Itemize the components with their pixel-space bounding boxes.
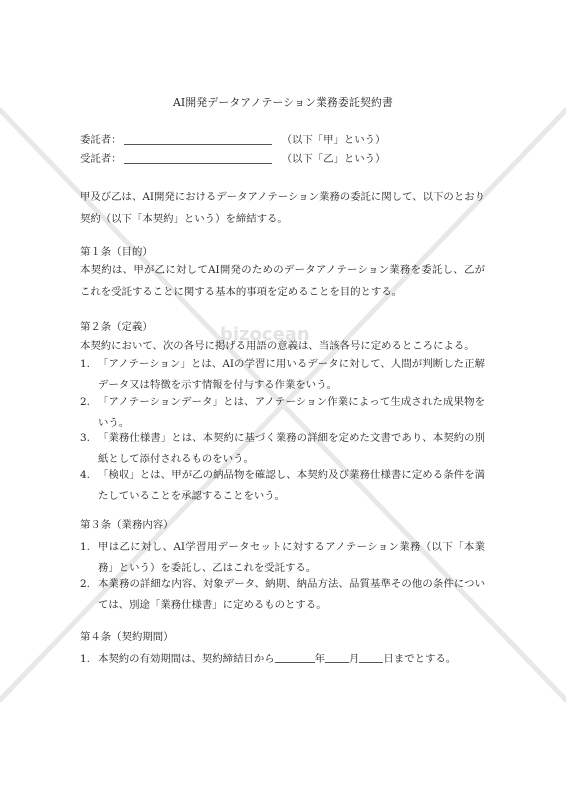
article-1-body: 本契約は、甲が乙に対してAI開発のためのデータアノテーション業務を委託し、乙がこれを受託することに関する基本的事項を定めることを目的とする。 [80, 264, 485, 298]
party-label: 受託者： [80, 153, 122, 165]
item-text: 「アノテーション」とは、AIの学習に用いるデータに対して、人間が判断した正解データ又は特徴を示す情報を付与する作業をいう。 [98, 358, 485, 391]
item-text: 本業務の詳細な内容、対象データ、納期、納品方法、品質基準その他の条件については、別途「業務仕様書」に定めるものとする。 [98, 578, 485, 611]
item-text: 「検収」とは、甲が乙の納品物を確認し、本契約及び業務仕様書に定める条件を満たしていることを承認することをいう。 [98, 469, 485, 502]
party-name-blank [124, 134, 272, 145]
term-month: 月 [349, 653, 360, 665]
item-number: 3. [80, 432, 90, 444]
intro-paragraph: 甲及び乙は、AI開発におけるデータアノテーション業務の委託に関して、以下のとおり契約（以下「本契約」という）を締結する。 [80, 191, 485, 225]
list-item [80, 465, 485, 507]
party-contractor [80, 152, 385, 166]
list-item [80, 574, 485, 616]
document-title: AI開発データアノテーション業務委託契約書 [172, 96, 394, 109]
item-text: 甲は乙に対し、AI学習用データセットに対するアノテーション業務（以下「本業務」という）を委託し、乙はこれを受託する。 [98, 541, 485, 574]
party-name-blank [124, 153, 272, 164]
watermark-text: bizocean [220, 324, 310, 345]
term-year: 年 [314, 653, 326, 665]
list-item [80, 428, 485, 470]
list-item [80, 354, 485, 396]
article-2-title: 第２条（定義） [80, 321, 153, 333]
item-number: 2. [80, 578, 90, 590]
month-blank [325, 652, 349, 663]
year-blank [275, 652, 315, 663]
list-item [80, 537, 485, 579]
article-4-title: 第４条（契約期間） [80, 631, 174, 643]
term-text-start: 本契約の有効期間は、契約締結日から [98, 653, 275, 665]
article-2-body: 本契約において、次の各号に掲げる用語の意義は、当該各号に定めるところによる。 [80, 340, 475, 352]
article-1-title: 第１条（目的） [80, 246, 153, 258]
item-text [98, 649, 485, 670]
item-text: 「業務仕様書」とは、本契約に基づく業務の詳細を定めた文書であり、本契約の別紙として添付されるものをいう。 [98, 432, 485, 465]
day-blank [359, 652, 383, 663]
party-consignor [80, 133, 385, 147]
party-suffix: （以下「乙」という） [281, 153, 386, 165]
item-number: 1. [80, 541, 90, 553]
item-number: 2. [80, 396, 90, 408]
item-number: 4. [80, 469, 90, 481]
party-label: 委託者： [80, 134, 122, 146]
list-item [80, 649, 485, 670]
item-text: 「アノテーションデータ」とは、アノテーション作業によって生成された成果物をいう。 [98, 396, 485, 429]
item-number: 1. [80, 358, 90, 370]
article-3-title: 第３条（業務内容） [80, 519, 174, 531]
item-number: 1. [80, 653, 90, 665]
party-suffix: （以下「甲」という） [281, 134, 386, 146]
term-day-end: 日までとする。 [383, 653, 457, 665]
